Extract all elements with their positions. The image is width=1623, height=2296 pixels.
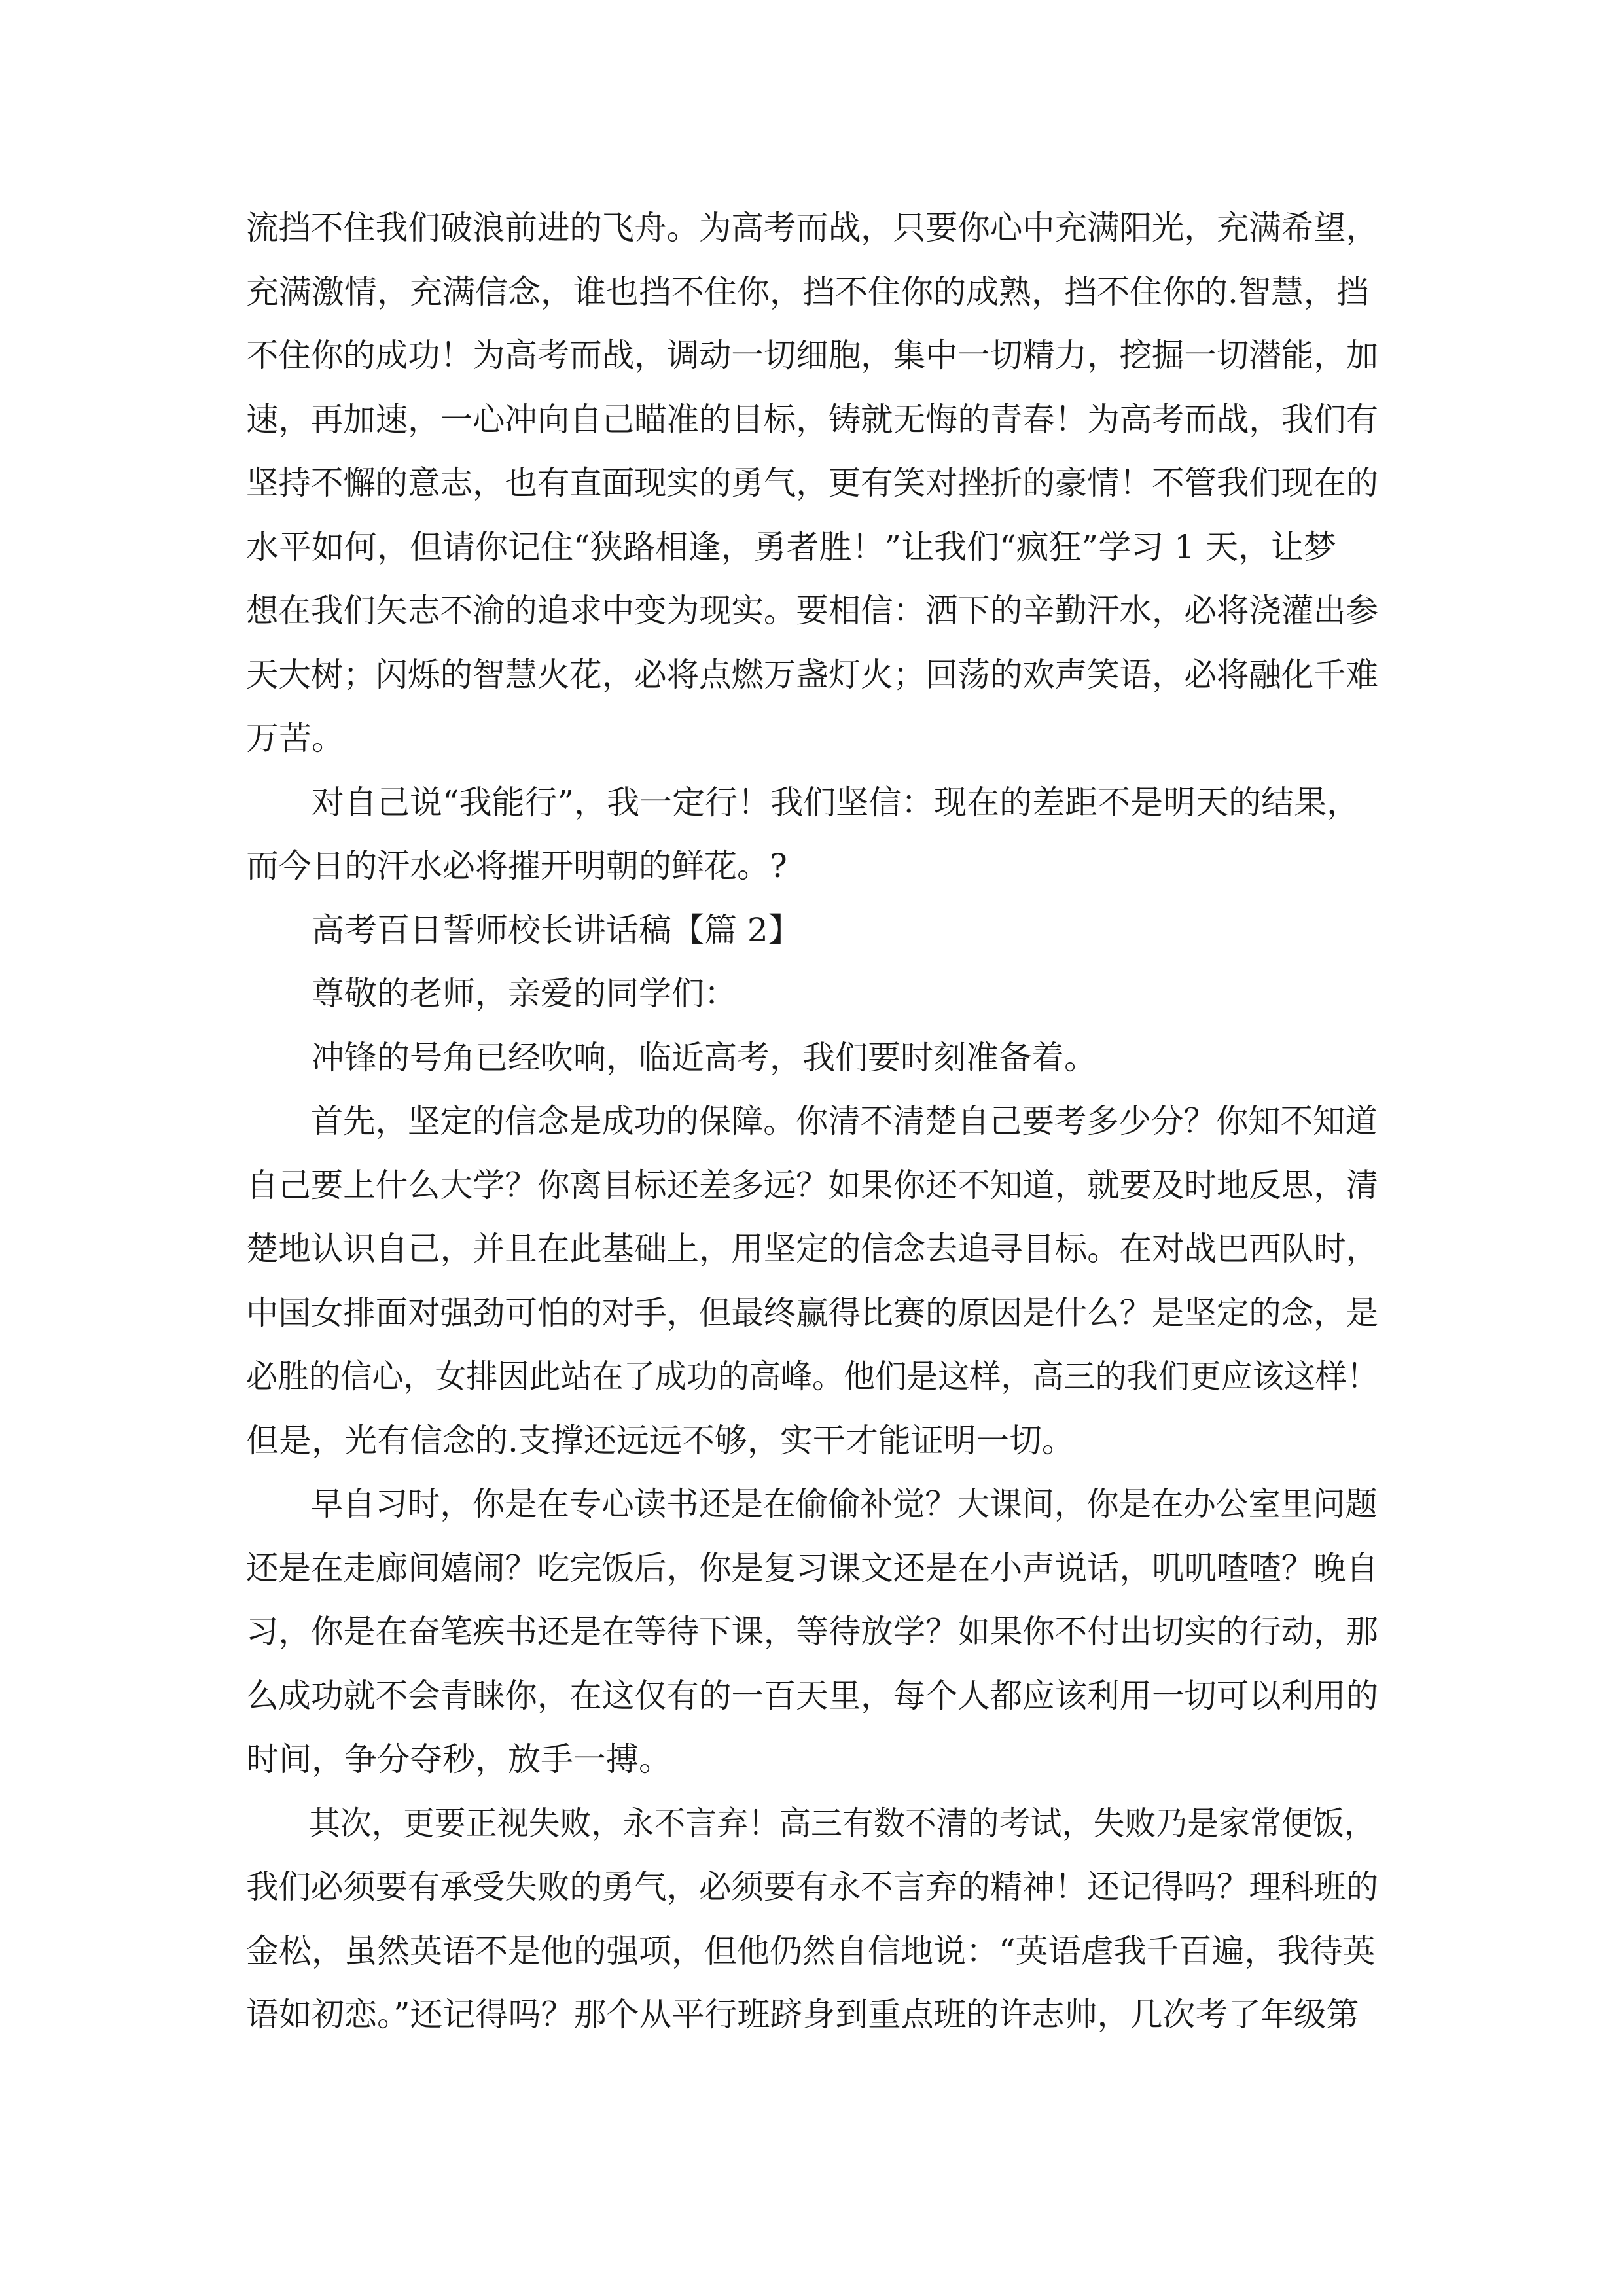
text-line: 么成功就不会青睐你，在这仅有的一百天里，每个人都应该利用一切可以利用的 [246,1676,1378,1715]
text-line: 其次，更要正视失败，永不言弃！高三有数不清的考试，失败乃是家常便饭， [308,1804,1376,1842]
paragraph-p6 [246,1090,1378,1473]
text-line: 不住你的成功！为高考而战，调动一切细胞，集中一切精力，挖掘一切潜能，加 [246,336,1378,374]
paragraph-p1 [246,196,1378,771]
text-line: 充满激情，充满信念，谁也挡不住你，挡不住你的成熟，挡不住你的.智慧，挡 [246,272,1369,311]
text-line: 必胜的信心，女排因此站在了成功的高峰。他们是这样，高三的我们更应该这样！ [246,1357,1378,1395]
text-line: 金松，虽然英语不是他的强项，但他仍然自信地说：“英语虐我千百遍，我待英 [246,1931,1376,1970]
text-line: 尊敬的老师，亲爱的同学们： [312,975,737,1013]
text-line: 天大树；闪烁的智慧火花，必将点燃万盏灯火；回荡的欢声笑语，必将融化千难 [246,655,1378,694]
text-line: 习，你是在奋笔疾书还是在等待下课，等待放学？如果你不付出切实的行动，那 [246,1613,1378,1651]
text-line: 速，再加速，一心冲向自己瞄准的目标，铸就无悔的青春！为高考而战，我们有 [246,400,1378,439]
text-line: 万苦。 [246,719,344,757]
paragraph-p3 [246,899,1378,963]
text-line: 坚持不懈的意志，也有直面现实的勇气，更有笑对挫折的豪情！不管我们现在的 [246,464,1378,502]
text-line: 而今日的汗水必将摧开明朝的鲜花。? [246,847,787,885]
text-line: 高考百日誓师校长讲话稿【篇 2】 [312,910,801,949]
text-line: 还是在走廊间嬉闹？吃完饭后，你是复习课文还是在小声说话，叽叽喳喳？晚自 [246,1549,1378,1587]
text-line: 首先，坚定的信念是成功的保障。你清不清楚自己要考多少分？你知不知道 [310,1102,1378,1140]
paragraph-p7 [246,1473,1378,1792]
text-line: 水平如何，但请你记住“狭路相逢，勇者胜！”让我们“疯狂”学习 1 天，让梦 [246,528,1336,566]
text-line: 中国女排面对强劲可怕的对手，但最终赢得比赛的原因是什么？是坚定的念，是 [246,1293,1378,1332]
text-line: 对自己说“我能行”，我一定行！我们坚信：现在的差距不是明天的结果， [312,783,1360,821]
text-line: 冲锋的号角已经吹响，临近高考，我们要时刻准备着。 [312,1038,1097,1077]
paragraph-p8 [246,1792,1378,2047]
text-line: 自己要上什么大学？你离目标还差多远？如果你还不知道，就要及时地反思，清 [246,1166,1378,1204]
text-line: 流挡不住我们破浪前进的飞舟。为高考而战，只要你心中充满阳光，充满希望， [246,209,1378,247]
paragraph-p5 [246,1026,1378,1090]
text-line: 楚地认识自己，并且在此基础上，用坚定的信念去追寻目标。在对战巴西队时， [246,1230,1378,1268]
paragraph-p4 [246,962,1378,1026]
document-body [246,196,1378,2047]
text-line: 但是，光有信念的.支撑还远远不够，实干才能证明一切。 [246,1421,1075,1460]
text-line: 想在我们矢志不渝的追求中变为现实。要相信：洒下的辛勤汗水，必将浇灌出参 [246,592,1378,630]
text-line: 早自习时，你是在专心读书还是在偷偷补觉？大课间，你是在办公室里问题 [310,1485,1378,1523]
paragraph-p2 [246,771,1378,899]
text-line: 语如初恋。”还记得吗？那个从平行班跻身到重点班的许志帅，几次考了年级第 [246,1996,1359,2034]
text-line: 时间，争分夺秒，放手一搏。 [246,1740,671,1778]
text-line: 我们必须要有承受失败的勇气，必须要有永不言弃的精神！还记得吗？理科班的 [246,1868,1378,1906]
